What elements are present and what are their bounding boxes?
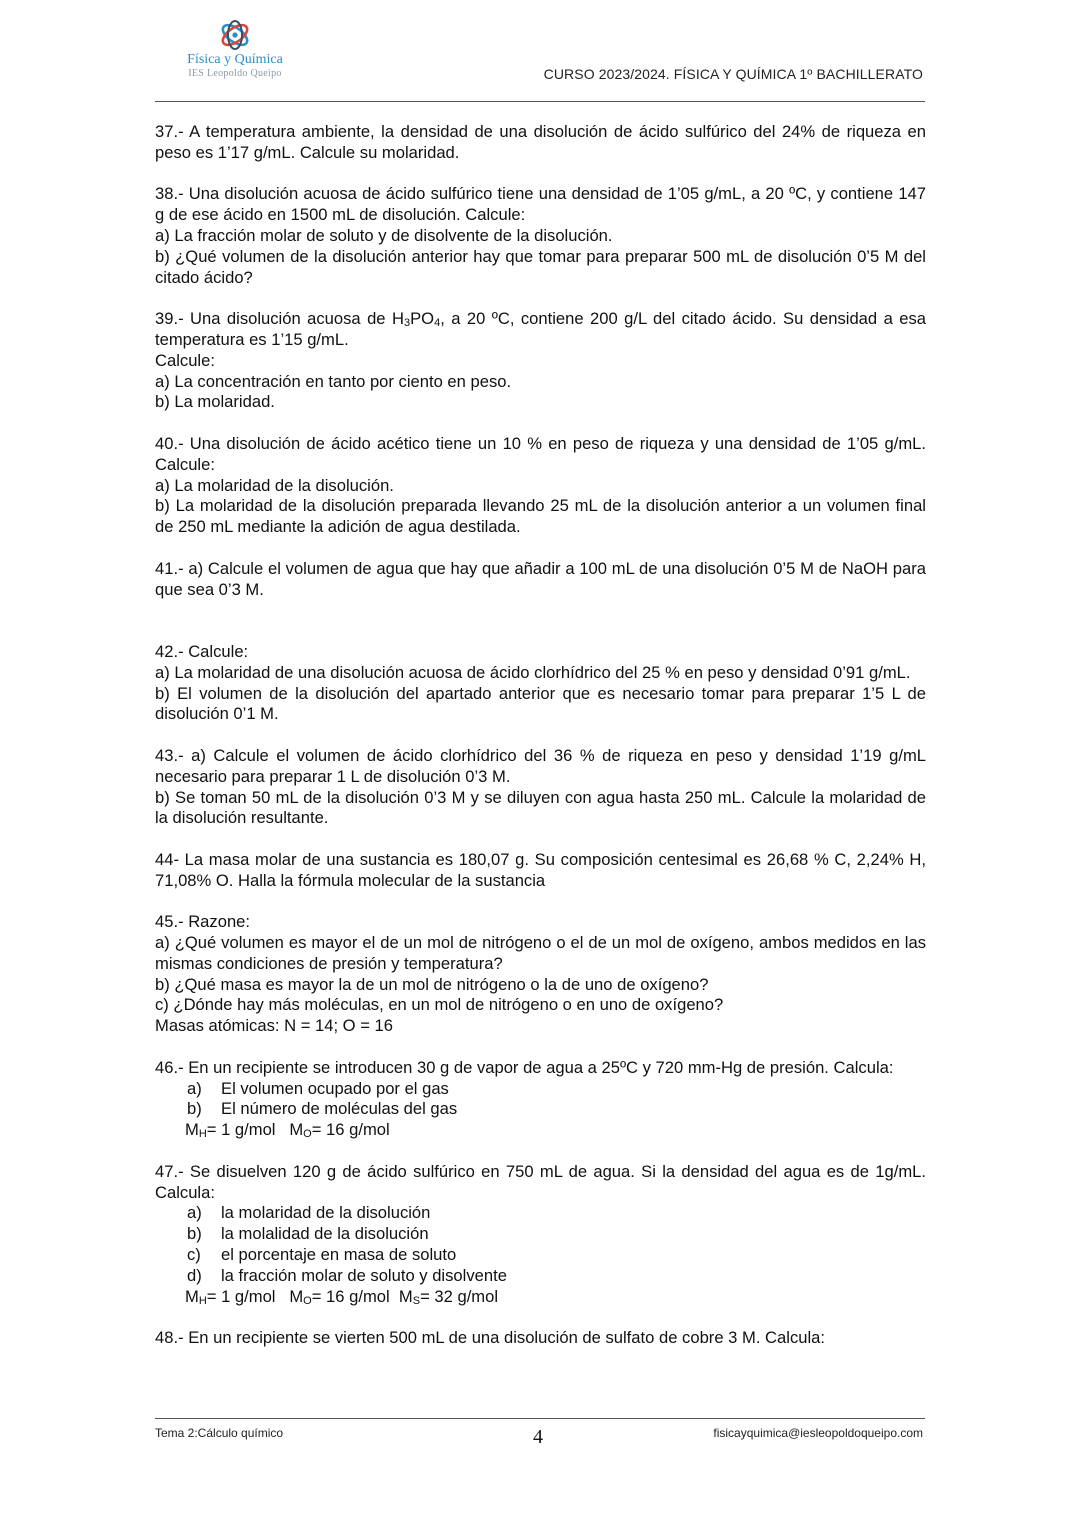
- exercise-42-part-a: a) La molaridad de una disolución acuosa de ácido clorhídrico del 25 % en peso y densidad 0’91 g/mL.: [155, 662, 911, 682]
- list-item: b) El número de moléculas del gas: [187, 1099, 458, 1119]
- exercise-39-calcule: Calcule:: [155, 350, 215, 370]
- exercise-43-part-a: 43.- a) Calcule el volumen de ácido clorhídrico del 36 % de riqueza en peso y densidad 1’19 g/mL necesario para preparar 1 L de disolución 0’3 M.: [155, 745, 926, 786]
- exercise-43: [155, 746, 926, 829]
- exercise-41: [155, 559, 926, 601]
- exercise-46-intro: 46.- En un recipiente se introducen 30 g de vapor de agua a 25ºC y 720 mm-Hg de presión. Calcula:: [155, 1057, 894, 1077]
- exercise-46-items: [155, 1079, 926, 1121]
- list-item: a) El volumen ocupado por el gas: [187, 1078, 449, 1098]
- exercise-42-part-b: b) El volumen de la disolución del apartado anterior que es necesario tomar para preparar 1’5 L de disolución 0’1 M.: [155, 683, 926, 724]
- logo-title: Física y Química: [187, 52, 283, 67]
- exercise-47-masses: $M_H= 1$ g/mol $M_O= 16$ g/mol $M_S= 32$ g/mol: [185, 1286, 499, 1307]
- exercise-45-part-b: b) ¿Qué masa es mayor la de un mol de nitrógeno o la de uno de oxígeno?: [155, 974, 709, 994]
- list-item: c) el porcentaje en masa de soluto: [187, 1245, 457, 1265]
- header-divider: [155, 101, 925, 102]
- atom-logo-icon: [217, 18, 253, 52]
- footer-topic: Tema 2:Cálculo químico: [155, 1426, 284, 1440]
- exercise-47-items: [155, 1203, 926, 1286]
- exercise-42-intro: 42.- Calcule:: [155, 641, 249, 661]
- exercise-38-part-b: b) ¿Qué volumen de la disolución anterior hay que tomar para preparar 500 mL de disolución 0’5 M del citado ácido?: [155, 246, 926, 287]
- footer-divider: [155, 1418, 925, 1419]
- exercise-45-intro: 45.- Razone:: [155, 912, 251, 932]
- exercise-48-text: 48.- En un recipiente se vierten 500 mL de una disolución de sulfato de cobre 3 M. Calcula:: [155, 1328, 825, 1348]
- list-item: b) la molalidad de la disolución: [187, 1224, 429, 1244]
- exercise-38: [155, 184, 926, 288]
- exercise-47: [155, 1162, 926, 1308]
- course-title: CURSO 2023/2024. FÍSICA Y QUÍMICA 1º BACHILLERATO: [543, 66, 923, 82]
- exercise-43-part-b: b) Se toman 50 mL de la disolución 0’3 M y se diluyen con agua hasta 250 mL. Calcule la molaridad de la disolución resultante.: [155, 787, 926, 828]
- exercise-37: [155, 122, 926, 164]
- page-header: [155, 18, 925, 102]
- exercise-45-part-a: a) ¿Qué volumen es mayor el de un mol de nitrógeno o el de un mol de oxígeno, ambos medidos en las mismas condiciones de presión y temperatura?: [155, 933, 926, 973]
- exercise-40-part-b: b) La molaridad de la disolución preparada llevando 25 mL de la disolución anterior a un volumen final de 250 mL mediante la adición de agua destilada.: [155, 496, 926, 537]
- exercise-37-text: 37.- A temperatura ambiente, la densidad de una disolución de ácido sulfúrico del 24% de riqueza en peso es 1’17 g/mL. Calcule su molaridad.: [155, 122, 926, 162]
- list-item: d) la fracción molar de soluto y disolvente: [187, 1265, 507, 1285]
- page-footer: [155, 1418, 925, 1458]
- logo-subtitle: IES Leopoldo Queipo: [188, 68, 282, 79]
- exercise-40: [155, 434, 926, 538]
- exercise-38-part-a: a) La fracción molar de soluto y de disolvente de la disolución.: [155, 225, 613, 245]
- exercise-48: [155, 1328, 926, 1349]
- exercise-42: [155, 642, 926, 725]
- exercise-46-masses: $M_H= 1$ g/mol $M_O= 16$ g/mol: [185, 1120, 390, 1141]
- exercise-39-part-b: b) La molaridad.: [155, 392, 275, 412]
- exercise-39-intro: 39.- Una disolución acuosa de $H_3PO_4$, a 20 ºC, contiene 200 g/L del citado ácido. Su densidad a esa temperatura es 1’15 g/mL.: [155, 309, 926, 349]
- exercise-45: [155, 912, 926, 1037]
- exercise-40-part-a: a) La molaridad de la disolución.: [155, 475, 394, 495]
- list-item: a) la molaridad de la disolución: [187, 1203, 431, 1223]
- exercise-41-text: 41.- a) Calcule el volumen de agua que hay que añadir a 100 mL de una disolución 0’5 M de NaOH para que sea 0’3 M.: [155, 558, 926, 599]
- exercise-39-part-a: a) La concentración en tanto por ciento en peso.: [155, 371, 512, 391]
- exercise-list: [155, 122, 926, 1370]
- exercise-44-text: 44- La masa molar de una sustancia es 180,07 g. Su composición centesimal es 26,68 % C, 2,24% H, 71,08% O. Halla la fórmula molecular de la sustancia: [155, 849, 926, 890]
- page-number: 4: [533, 1426, 543, 1448]
- exercise-45-masses: Masas atómicas: N = 14; O = 16: [155, 1016, 393, 1036]
- exercise-40-intro: 40.- Una disolución de ácido acético tiene un 10 % en peso de riqueza y una densidad de 1’05 g/mL. Calcule:: [155, 433, 926, 474]
- exercise-45-part-c: c) ¿Dónde hay más moléculas, en un mol de nitrógeno o en uno de oxígeno?: [155, 995, 724, 1015]
- exercise-39: [155, 309, 926, 413]
- exercise-44: [155, 850, 926, 892]
- logo: [165, 18, 305, 88]
- footer-email: fisicayquimica@iesleopoldoqueipo.com: [713, 1426, 923, 1440]
- exercise-47-intro: 47.- Se disuelven 120 g de ácido sulfúrico en 750 mL de agua. Si la densidad del agua es de 1g/mL. Calcula:: [155, 1161, 926, 1202]
- exercise-46: [155, 1058, 926, 1141]
- exercise-38-intro: 38.- Una disolución acuosa de ácido sulfúrico tiene una densidad de 1’05 g/mL, a 20 ºC, y contiene 147 g de ese ácido en 1500 mL de disolución. Calcule:: [155, 184, 926, 225]
